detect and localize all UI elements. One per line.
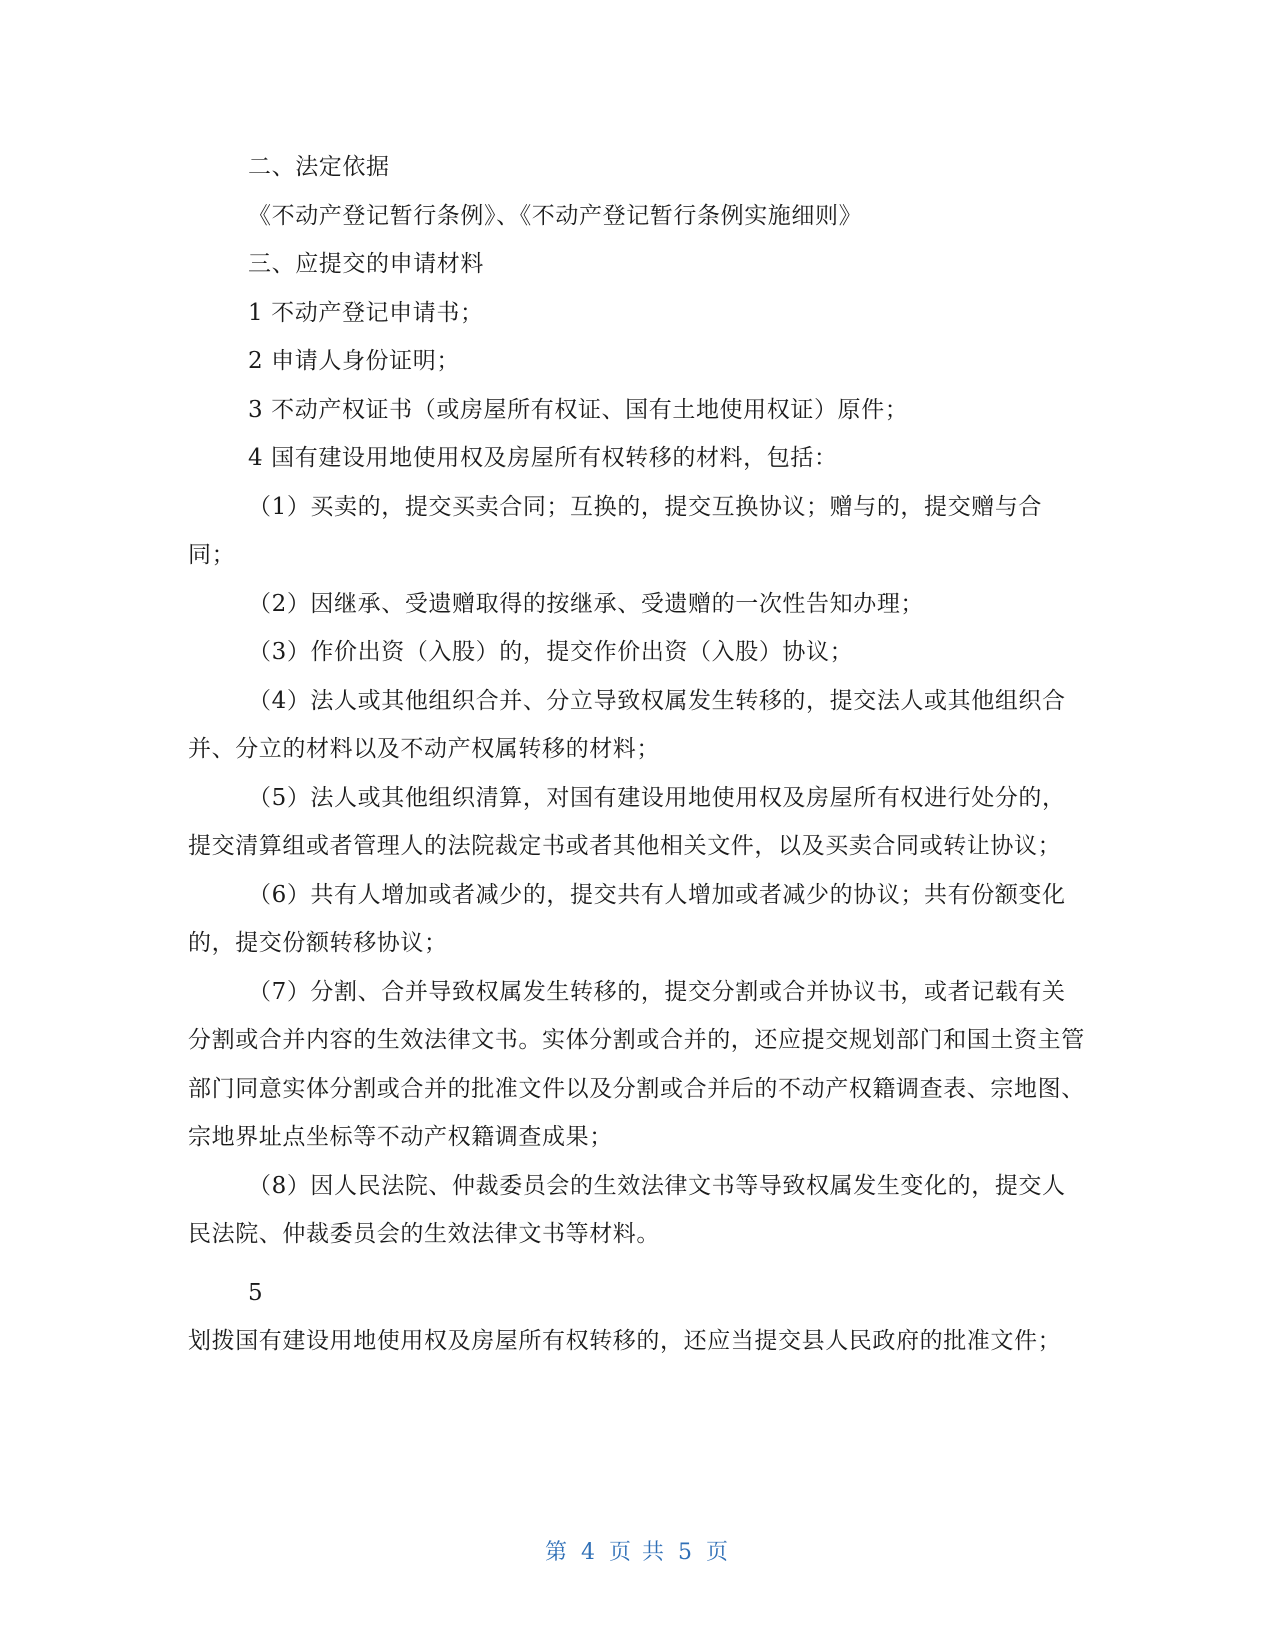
sub-list-item: （3）作价出资（入股）的，提交作价出资（入股）协议； — [248, 639, 854, 665]
list-item: 3 不动产权证书（或房屋所有权证、国有土地使用权证）原件； — [248, 396, 909, 423]
footer-prefix: 第 — [544, 1540, 569, 1565]
sub-list-item: （2）因继承、受遗赠取得的按继承、受遗赠的一次性告知办理； — [248, 590, 925, 617]
section-heading-materials: 三、应提交的申请材料 — [248, 251, 484, 277]
document-body — [188, 143, 1088, 1366]
sub-list-item: （8）因人民法院、仲裁委员会的生效法律文书等导致权属发生变化的，提交人民法院、仲裁委员会的生效法律文书等材料。 — [188, 1172, 1066, 1247]
list-item: 4 国有建设用地使用权及房屋所有权转移的材料，包括： — [248, 445, 838, 471]
page-footer — [0, 1535, 1275, 1566]
sub-list-item: （6）共有人增加或者减少的，提交共有人增加或者减少的协议；共有份额变化的，提交份额转移协议； — [188, 881, 1066, 956]
list-item: 1 不动产登记申请书； — [248, 299, 484, 326]
sub-list-item: （4）法人或其他组织合并、分立导致权属发生转移的，提交法人或其他组织合并、分立的材料以及不动产权属转移的材料； — [188, 687, 1066, 762]
footer-mid: 页 共 — [609, 1540, 666, 1565]
sub-list-item: （7）分割、合并导致权属发生转移的，提交分割或合并协议书，或者记载有关分割或合并内容的生效法律文书。实体分割或合并的，还应提交规划部门和国土资主管部门同意实体分割或合并的批准文件以及分割或合并后的不动产权籍调查表、宗地图、宗地界址点坐标等不动产权籍调查成果； — [188, 978, 1085, 1150]
total-pages: 5 — [678, 1540, 694, 1565]
list-item: 2 申请人身份证明； — [248, 348, 460, 374]
legal-basis-text: 《不动产登记暂行条例》、《不动产登记暂行条例实施细则》 — [248, 202, 863, 229]
section-heading-legal-basis: 二、法定依据 — [248, 154, 390, 180]
sub-list-item: （1）买卖的，提交买卖合同；互换的，提交互换协议；赠与的，提交赠与合同； — [188, 493, 1043, 568]
list-item-number: 5 — [248, 1279, 264, 1306]
page-number: 4 — [581, 1540, 597, 1565]
sub-list-item: （5）法人或其他组织清算，对国有建设用地使用权及房屋所有权进行处分的，提交清算组或者管理人的法院裁定书或者其他相关文件，以及买卖合同或转让协议； — [188, 784, 1066, 859]
list-item: 划拨国有建设用地使用权及房屋所有权转移的，还应当提交县人民政府的批准文件； — [188, 1328, 1062, 1354]
footer-suffix: 页 — [706, 1540, 731, 1565]
